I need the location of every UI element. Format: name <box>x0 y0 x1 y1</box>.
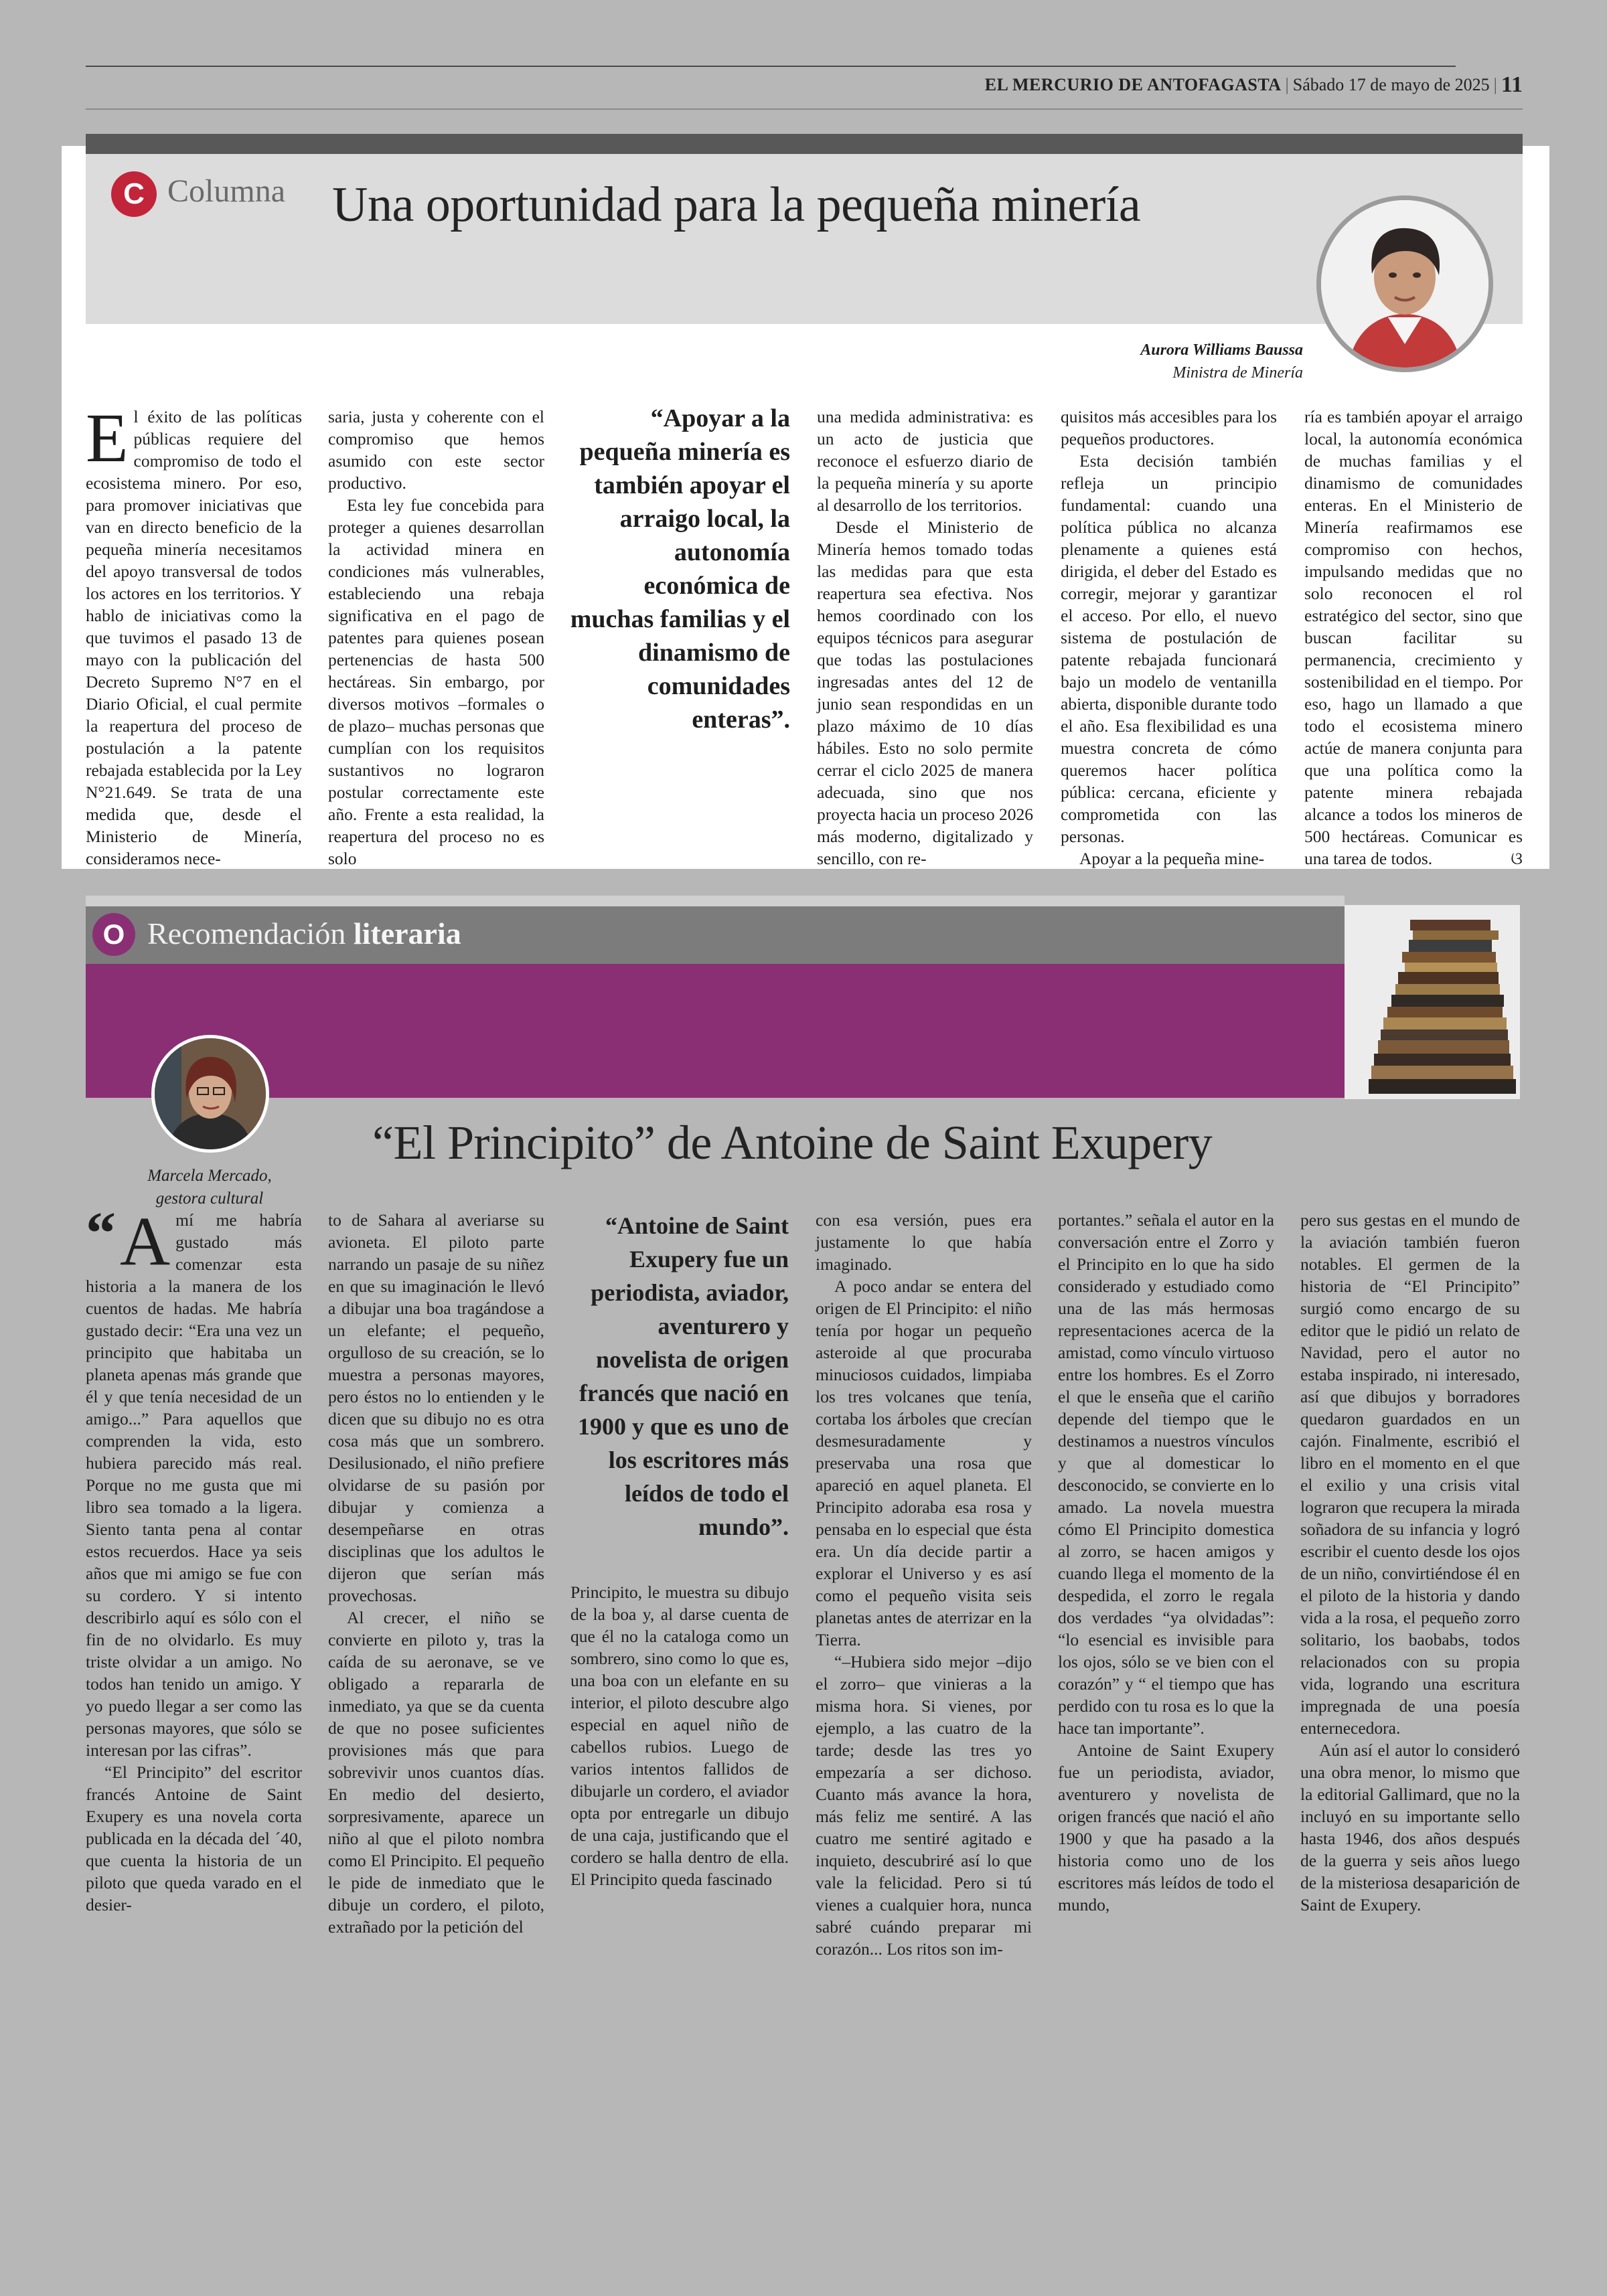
literary-top-bar <box>86 896 1345 906</box>
paragraph: Desde el Ministerio de Minería hemos tomado todas las medidas para que esta reapertura sea efectiva. Nos hemos coordinado con los equipos técnicos para asegurar que todas las postulaciones ingresadas antes del 12 de junio sean respondidas en un plazo máximo de 10 días hábiles. Esto no solo permite cerrar el ciclo 2025 de manera adecuada, sino que nos proyecta hacia un proceso 2026 más moderno, digitalizado y sencillo, con re- <box>817 517 1033 868</box>
paragraph: “El Principito” del escritor francés Antoine de Saint Exupery es una novela corta publicada en la década del ´40, que cuenta la historia de un piloto que queda varado en el desier- <box>86 1762 302 1914</box>
author-portrait-icon <box>155 1038 266 1149</box>
letter-c-circle-icon: C <box>111 171 157 217</box>
book-stack-illustration <box>1345 905 1520 1099</box>
paragraph: Antoine de Saint Exupery fue un periodista, aviador, aventurero y novelista de origen francés que nació el año 1900 y que ha pasado a la historia como uno de los escritores más leídos de todo el mundo, <box>1058 1740 1274 1914</box>
paragraph: quisitos más accesibles para los pequeños productores. <box>1061 407 1277 448</box>
section-kicker <box>147 916 461 951</box>
drop-cap: A <box>120 1203 171 1280</box>
paragraph: portantes.” señala el autor en la conversación entre el Zorro y el Principito en lo que ha sido considerado y estudiado como una de las más hermosas representaciones acerca de la amistad, como vínculo virtuoso entre los hombres. Es el Zorro el que le enseña que el cariño depende del tiempo que le destinamos a nuestros vínculos y que al domesticar lo desconocido, se convierte en lo amado. La novela muestra cómo El Principito domestica al zorro, se hacen amigos y cuando llega el momento de la despedida, el zorro le regala dos verdades “ya olvidadas”: “lo esencial es invisible para los ojos, sólo se ve bien con el corazón” y “ el tiempo que has perdido con tu rosa es lo que la hace tan importante”. <box>1058 1210 1274 1738</box>
publication-name: EL MERCURIO DE ANTOFAGASTA <box>984 75 1282 94</box>
article-column-6 <box>1304 406 1523 870</box>
author-role: gestora cultural <box>155 1190 264 1208</box>
article-column-1 <box>86 1200 302 1916</box>
article-title: “El Principito” de Antoine de Saint Exupery <box>372 1116 1213 1169</box>
paragraph: una medida administrativa: es un acto de justicia que reconoce el esfuerzo diario de la pequeña minería y su aporte al desarrollo de los territorios. <box>817 407 1033 515</box>
paragraph: Apoyar a la pequeña mine- <box>1079 849 1265 868</box>
author-role: Ministra de Minería <box>1172 364 1303 382</box>
author-photo <box>151 1035 269 1153</box>
author-portrait-icon <box>1321 200 1488 367</box>
paragraph-text: l éxito de las políticas públicas requiere del compromiso de todo el ecosistema minero. Por eso, para promover iniciativas que van en directo beneficio de la pequeña minería necesitamos del apoyo transversal de todos los actores en los territorios. Y hablo de iniciativas como la que tuvimos el pasado 13 de mayo con la publicación del Decreto Supremo N°7 en el Diario Oficial, el cual permite la reapertura del proceso de postulación a la patente rebajada establecida por la Ley N°21.649. Se trata de una medida que, desde el Ministerio de Minería, consideramos nece- <box>86 407 302 868</box>
paragraph: Principito, le muestra su dibujo de la boa y, al darse cuenta de que él no la cataloga como un sombrero, sino como lo que es, una boa con un elefante en su interior, el piloto descubre algo especial en aquel niño de cabellos rubios. Luego de varios intentos fallidos de dibujarle un cordero, el aviador opta por entregarle un dibujo de una caja, justificando que el cordero se halla dentro de ella. El Principito queda fascinado <box>570 1582 789 1889</box>
author-name: Aurora Williams Baussa <box>1140 341 1303 359</box>
end-mark-icon: ଓ <box>1511 849 1523 868</box>
author-photo <box>1316 195 1493 372</box>
paragraph <box>1304 406 1523 870</box>
paragraph: to de Sahara al averiarse su avioneta. El piloto parte narrando un pasaje de su niñez en que su imaginación le llevó a dibujar una boa tragándose a un elefante; el pequeño, orgulloso de su creación, se lo muestra a personas mayores, pero éstos no lo entienden y le dicen que su dibujo no es otra cosa más que un sombrero. Desilusionado, el niño prefiere olvidarse de su pasión por dibujar y comienza a desempeñarse en otras disciplinas que los adultos le dijeron que serían más provechosas. <box>328 1210 544 1605</box>
header-top-rule <box>86 66 1456 67</box>
article-column-1 <box>86 400 302 870</box>
paragraph: A poco andar se entera del origen de El Principito: el niño tenía por hogar un pequeño asteroide al que procuraba minuciosos cuidados, limpiaba los tres volcanes que tenía, cortaba los árboles que crecían desmesuradamente y preservaba una rosa que apareció en aquel planeta. El Principito adoraba esa rosa y pensaba en lo especial que ésta era. Un día decide partir a explorar el Universo y es así como el pequeño visita seis planetas antes de aterrizar en la Tierra. <box>816 1277 1032 1649</box>
page-number: 11 <box>1501 72 1523 97</box>
article-column-4 <box>816 1209 1032 1960</box>
paragraph: pero sus gestas en el mundo de la aviación también fueron notables. El germen de la historia de “El Principito” surgió como encargo de su editor que le pidió un relato de Navidad, pero el autor no estaba inspirado, ni interesado, así que dibujos y borradores quedaron guardados en un cajón. Finalmente, escribió el libro en el momento en el que el exilio y una crisis vital lograron que recupera la mirada soñadora de su infancia y logró escribir el cuento desde los ojos de un niño, convirtiéndose él en el piloto de la historia y dando vida a la rosa, el pequeño zorro solitario, los baobabs, todos relacionados con su propia vida, logrando una escritura impregnada de una poesía enternecedora. <box>1300 1210 1520 1738</box>
page-header <box>86 70 1523 100</box>
column-top-bar <box>86 134 1523 154</box>
article-column-4 <box>817 406 1033 870</box>
header-bottom-rule <box>86 108 1523 110</box>
paragraph: “–Hubiera sido mejor –dijo el zorro– que vinieras a la misma hora. Si vienes, por ejemplo, a las cuatro de la tarde; desde las tres yo empezaría a ser dichoso. Cuanto más avance la hora, más feliz me sentiré. A las cuatro me sentiré agitado e inquieto, descubriré así lo que vale la felicidad. Pero si tú vienes a cualquier hora, nunca sabré cuándo preparar mi corazón... Los ritos son im- <box>816 1652 1032 1959</box>
article-column-2 <box>328 1209 544 1938</box>
article-column-3 <box>570 1581 789 1890</box>
pull-quote: “Antoine de Saint Exupery fue un periodista, aviador, aventurero y novelista de origen francés que nació en 1900 y que es uno de los escritores más leídos de todo el mundo”. <box>577 1212 789 1540</box>
kicker-bold: literaria <box>353 916 461 951</box>
header-separator: | <box>1285 75 1289 94</box>
article-column-6 <box>1300 1209 1520 1916</box>
paragraph <box>86 1200 302 1761</box>
paragraph <box>86 400 302 870</box>
kicker-light: Recomendación <box>147 916 346 951</box>
paragraph: Esta ley fue concebida para proteger a quienes desarrollan la actividad minera en condiciones más vulnerables, estableciendo una rebaja significativa en el pago de patentes para quienes posean pertenencias de hasta 500 hectáreas. Sin embargo, por diversos motivos –formales o de plazo– muchas personas que cumplían con los requisitos sustantivos no lograron postular correctamente este año. Frente a esta realidad, la reapertura del proceso no es solo <box>328 495 544 868</box>
opening-quote-mark: “ <box>86 1200 116 1266</box>
drop-cap: E <box>86 400 129 477</box>
paragraph: Al crecer, el niño se convierte en piloto y, tras la caída de su aeronave, se ve obligado a repararla de inmediato, ya que se da cuenta de que no posee suficientes provisiones más que para sobrevivir unos cuantos días. En medio del desierto, sorpresivamente, aparece un niño al que el piloto nombra como El Principito. El pequeño le pide de inmediato que le dibuje un cordero, el piloto, extrañado por la petición del <box>328 1608 544 1937</box>
paragraph: con esa versión, pues era justamente lo que había imaginado. <box>816 1210 1032 1274</box>
article-column-5 <box>1061 406 1277 870</box>
article-title: Una oportunidad para la pequeña minería <box>332 177 1141 232</box>
letter-o-circle-icon: O <box>92 913 135 956</box>
paragraph: Aún así el autor lo consideró una obra menor, lo mismo que la editorial Gallimard, que no la incluyó en su importante sello hasta 1946, dos años después de la guerra y seis años luego de la misteriosa desaparición de Saint de Exupery. <box>1300 1740 1520 1914</box>
literary-purple-band <box>86 964 1345 1098</box>
paragraph: saria, justa y coherente con el compromiso que hemos asumido con este sector productivo. <box>328 407 544 493</box>
author-credit <box>1018 339 1303 384</box>
article-column-2 <box>328 406 544 870</box>
paragraph-text: ría es también apoyar el arraigo local, la autonomía económica de muchas familias y el dinamismo de comunidades enteras. En el Ministerio de Minería reafirmamos ese compromiso con hechos, impulsando medidas que no solo reconocen el rol estratégico del sector, sino que buscan facilitar su permanencia, crecimiento y sostenibilidad en el tiempo. Por eso, hago un llamado a que todo el ecosistema minero actúe de manera conjunta para que una política como la patente minera rebajada alcance a todos los mineros de 500 hectáreas. Comunicar es una tarea de todos. <box>1304 407 1523 868</box>
paragraph: Esta decisión también refleja un principio fundamental: cuando una política pública no alcanza plenamente a quienes está dirigida, el deber del Estado es corregir, mejorar y garantizar el acceso. Por ello, el nuevo sistema de postulación de patente rebajada funcionará bajo un modelo de ventanilla abierta, disponible durante todo el año. Esa flexibilidad es una muestra concreta de cómo queremos hacer política pública: cercana, eficiente y comprometida con las personas. <box>1061 451 1277 846</box>
header-separator: | <box>1493 75 1497 94</box>
article-column-5 <box>1058 1209 1274 1916</box>
pull-quote: “Apoyar a la pequeña minería es también apoyar el arraigo local, la autonomía económica de muchas familias y el dinamismo de comunidades enteras”. <box>570 404 790 734</box>
books-icon <box>1345 905 1520 1099</box>
section-kicker: Columna <box>167 173 285 209</box>
author-name: Marcela Mercado, <box>147 1167 272 1185</box>
publication-date: Sábado 17 de mayo de 2025 <box>1292 75 1490 94</box>
paragraph-text: mí me habría gustado más comenzar esta historia a la manera de los cuentos de hadas. Me habría gustado decir: “Era una vez un principito que habitaba un planeta apenas más grande que él y que tenía necesidad de un amigo...” Para aquellos que comprenden la vida, esto hubiera parecido más real. Porque no me gusta que mi libro sea tomado a la ligera. Siento tanta pena al contar estos recuerdos. Hace ya seis años que mi amigo se fue con su cordero. Y si intento describirlo aquí es sólo con el fin de no olvidarlo. Es muy triste olvidar a un amigo. No todos han tenido un amigo. Y yo puedo llegar a ser como las personas mayores, que sólo se interesan por las cifras”. <box>86 1210 302 1760</box>
